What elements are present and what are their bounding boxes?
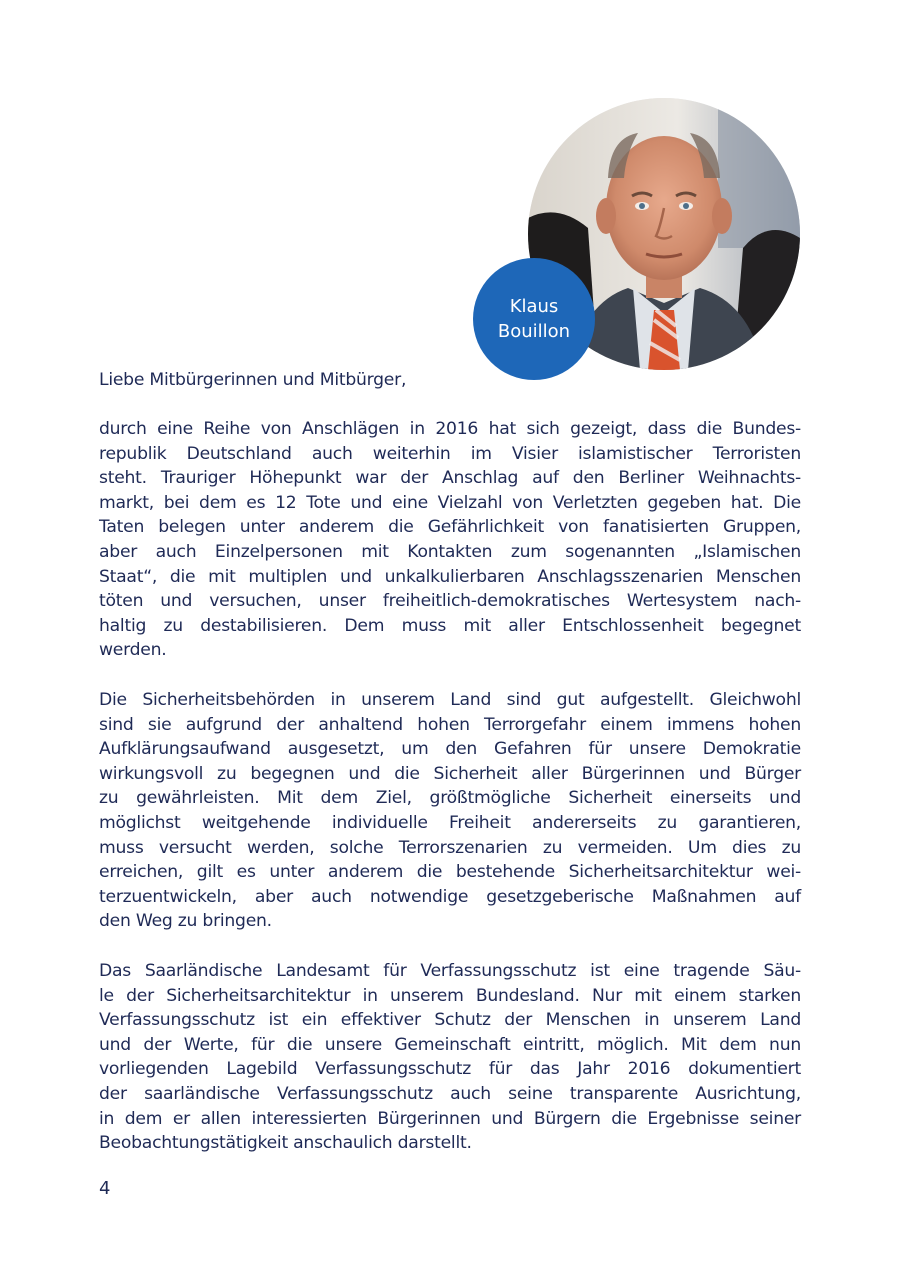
- text-line: sind sie aufgrund der anhaltend hohen Terrorgefahr einem immens hohen: [99, 714, 801, 735]
- text-line: erreichen, gilt es unter anderem die bestehende Sicherheitsarchitektur wei-: [99, 862, 801, 883]
- text-line: zu gewährleisten. Mit dem Ziel, größtmögliche Sicherheit einerseits und: [99, 788, 801, 809]
- name-badge: [473, 258, 595, 380]
- text-line: Beobachtungstätigkeit anschaulich darstellt.: [99, 1133, 472, 1154]
- name-first: Klaus: [509, 296, 559, 317]
- text-line: muss versucht werden, solche Terrorszenarien zu vermeiden. Um dies zu: [99, 837, 801, 858]
- text-line: Taten belegen unter anderem die Gefährlichkeit von fanatisierten Gruppen,: [99, 517, 801, 538]
- text-line: Das Saarländische Landesamt für Verfassungsschutz ist eine tragende Säu-: [99, 961, 801, 981]
- text-line: vorliegenden Lagebild Verfassungsschutz für das Jahr 2016 dokumentiert: [99, 1059, 801, 1080]
- text-line: werden.: [99, 640, 167, 661]
- paragraph-3: [99, 959, 801, 1156]
- text-line: haltig zu destabilisieren. Dem muss mit aller Entschlossenheit begegnet: [99, 615, 801, 636]
- text-line: le der Sicherheitsarchitektur in unserem Bundesland. Nur mit einem starken: [99, 985, 801, 1006]
- text-line: den Weg zu bringen.: [99, 911, 272, 932]
- text-line: Verfassungsschutz ist ein effektiver Schutz der Menschen in unserem Land: [99, 1010, 801, 1031]
- text-line: Die Sicherheitsbehörden in unserem Land sind gut aufgestellt. Gleichwohl: [99, 690, 801, 710]
- text-line: terzuentwickeln, aber auch notwendige gesetzgeberische Maßnahmen auf: [99, 886, 801, 907]
- text-line: in dem er allen interessierten Bürgerinnen und Bürgern die Ergebnisse seiner: [99, 1108, 801, 1129]
- text-line: steht. Trauriger Höhepunkt war der Anschlag auf den Berliner Weihnachts-: [99, 468, 801, 489]
- text-line: wirkungsvoll zu begegnen und die Sicherheit aller Bürgerinnen und Bürger: [99, 763, 801, 784]
- text-line: Staat“, die mit multiplen und unkalkulierbaren Anschlagsszenarien Menschen: [99, 566, 801, 587]
- text-line: durch eine Reihe von Anschlägen in 2016 hat sich gezeigt, dass die Bundes-: [99, 419, 801, 439]
- text-line: töten und versuchen, unser freiheitlich-demokratisches Wertesystem nach-: [99, 591, 801, 612]
- salutation-text: Liebe Mitbürgerinnen und Mitbürger,: [99, 370, 407, 390]
- text-line: markt, bei dem es 12 Tote und eine Vielzahl von Verletzten gegeben hat. Die: [99, 492, 801, 513]
- name-last: Bouillon: [497, 321, 571, 342]
- page-number: 4: [99, 1178, 111, 1199]
- text-line: aber auch Einzelpersonen mit Kontakten zum sogenannten „Islamischen: [99, 541, 801, 562]
- text-line: Aufklärungsaufwand ausgesetzt, um den Gefahren für unsere Demokratie: [99, 739, 801, 760]
- paragraph-2: [99, 688, 801, 934]
- paragraph-1: [99, 417, 801, 663]
- text-line: möglichst weitgehende individuelle Freiheit andererseits zu garantieren,: [99, 812, 801, 833]
- text-line: und der Werte, für die unsere Gemeinschaft eintritt, möglich. Mit dem nun: [99, 1034, 801, 1055]
- text-line: der saarländische Verfassungsschutz auch seine transparente Ausrichtung,: [99, 1083, 801, 1104]
- text-line: republik Deutschland auch weiterhin im Visier islamistischer Terroristen: [99, 443, 801, 464]
- salutation: [99, 368, 801, 393]
